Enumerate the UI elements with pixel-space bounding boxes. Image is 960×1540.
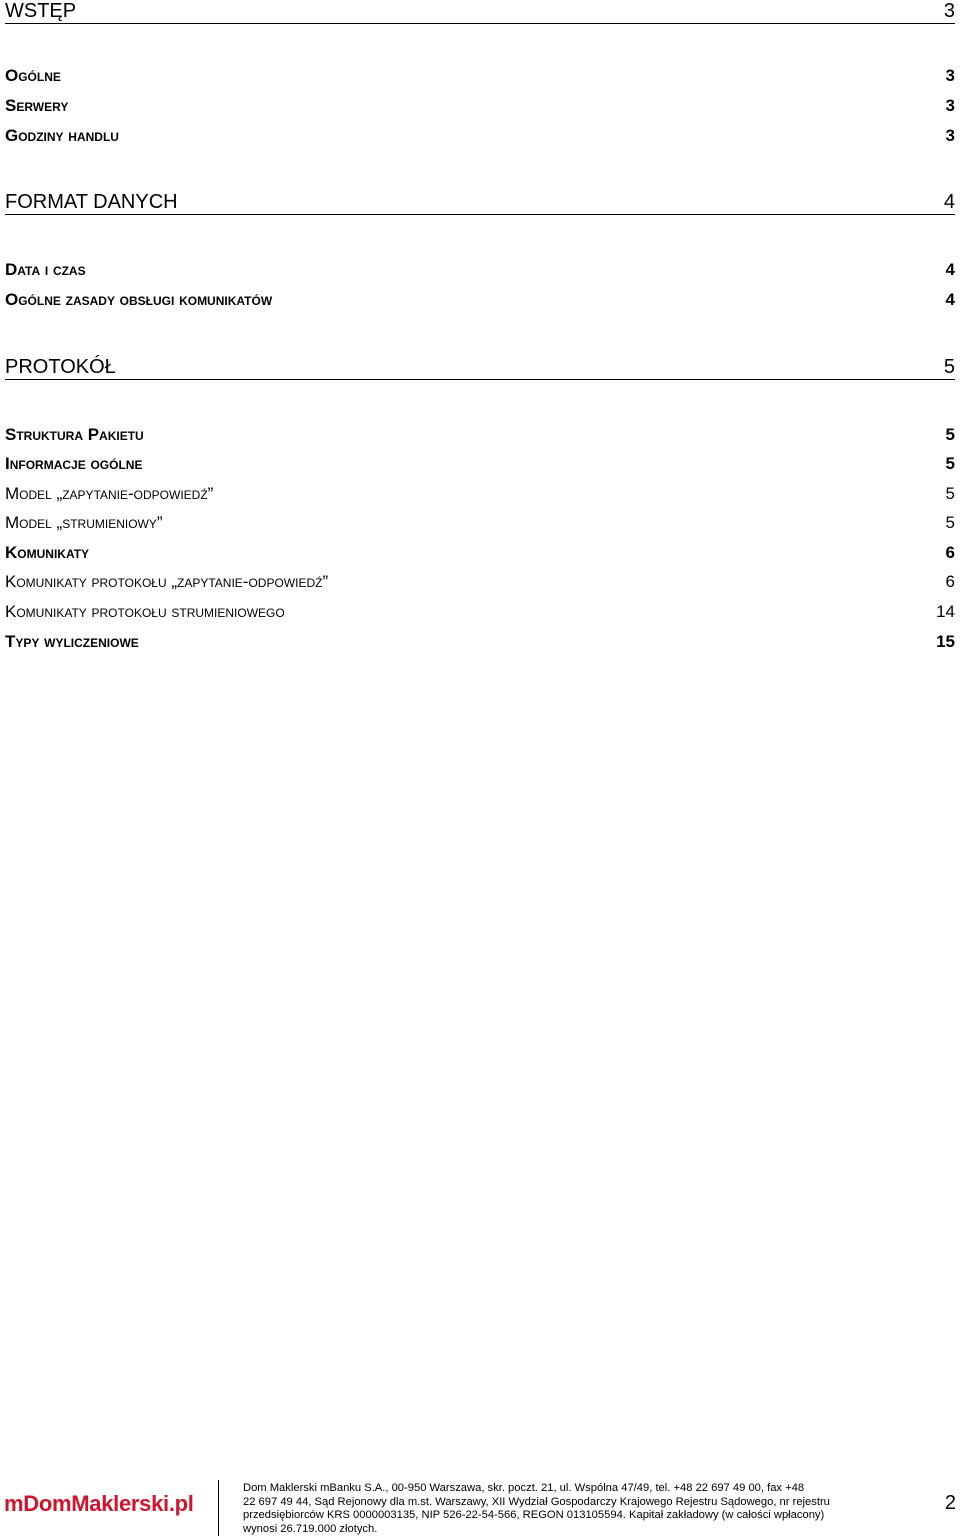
toc-entry[interactable] — [5, 602, 955, 622]
toc-entry-title: Struktura Pakietu — [5, 425, 144, 444]
toc-entry[interactable] — [5, 513, 955, 533]
page-number: 2 — [944, 1492, 956, 1514]
toc-entry-page: 5 — [945, 454, 955, 473]
toc-entry-title: Informacje ogólne — [5, 454, 143, 473]
toc-entry-title: Model „zapytanie-odpowiedź” — [5, 484, 214, 503]
company-info-line: Dom Maklerski mBanku S.A., 00-950 Warszawa, skr. poczt. 21, ul. Wspólna 47/49, tel. +48 22 697 49 00, fax +48 — [243, 1482, 805, 1494]
toc-entry-title: Komunikaty protokołu strumieniowego — [5, 602, 285, 621]
toc-entry-title: Serwery — [5, 96, 69, 115]
toc-entry-title: FORMAT DANYCH — [5, 191, 178, 213]
toc-entry[interactable] — [5, 632, 955, 652]
toc-entry-title: WSTĘP — [5, 0, 77, 22]
toc-entry-page: 6 — [945, 543, 955, 562]
toc-entry-title: Data i czas — [5, 260, 86, 279]
toc-entry-page: 5 — [945, 425, 955, 444]
toc-entry-page: 4 — [945, 290, 955, 309]
toc-entry-page: 3 — [943, 0, 955, 22]
toc-entry-page: 4 — [943, 191, 955, 213]
toc-entry[interactable] — [5, 572, 955, 592]
toc-entry-page: 3 — [945, 96, 955, 115]
toc-entry[interactable] — [5, 484, 955, 504]
company-info-line: wynosi 26.719.000 złotych. — [243, 1523, 378, 1536]
toc-entry-title: Komunikaty — [5, 543, 90, 562]
toc-entry-title: Typy wyliczeniowe — [5, 632, 139, 651]
toc-entry-title: PROTOKÓŁ — [5, 356, 116, 378]
company-info-line: przedsiębiorców KRS 0000003135, NIP 526-22-54-566, REGON 013105594. Kapitał zakładowy (w całości wpłacony) — [243, 1509, 825, 1522]
toc-entry-page: 4 — [945, 260, 955, 279]
toc-entry[interactable] — [5, 260, 955, 280]
brand-logo: mDomMaklerski.pl — [4, 1491, 194, 1516]
company-info — [243, 1482, 883, 1537]
toc-entry[interactable] — [5, 0, 955, 24]
toc-entry-page: 5 — [945, 484, 955, 503]
toc-entry[interactable] — [5, 96, 955, 116]
toc-entry[interactable] — [5, 454, 955, 474]
toc-entry-title: Model „strumieniowy” — [5, 513, 163, 532]
page-footer — [0, 1470, 960, 1540]
footer-divider — [218, 1480, 219, 1536]
toc-entry-title: Godziny handlu — [5, 126, 119, 145]
toc-entry-page: 15 — [936, 632, 955, 651]
toc-entry-title: Ogólne — [5, 66, 61, 85]
toc-entry[interactable] — [5, 126, 955, 146]
toc-entry-page: 5 — [943, 356, 955, 378]
toc-entry-page: 3 — [945, 126, 955, 145]
toc-entry-title: Komunikaty protokołu „zapytanie-odpowiedź” — [5, 572, 329, 591]
toc-entry-page: 6 — [945, 572, 955, 591]
toc-entry[interactable] — [5, 425, 955, 445]
toc-entry-page: 5 — [945, 513, 955, 532]
toc-entry[interactable] — [5, 356, 955, 380]
toc-entry[interactable] — [5, 543, 955, 563]
toc-entry-page: 3 — [945, 66, 955, 85]
company-info-line: 22 697 49 44, Sąd Rejonowy dla m.st. Warszawy, XII Wydział Gospodarczy Krajowego Rejestru Sądowego, nr rejestru — [243, 1495, 830, 1508]
toc-entry[interactable] — [5, 66, 955, 86]
toc-entry[interactable] — [5, 191, 955, 215]
toc-entry-page: 14 — [936, 602, 955, 621]
toc-entry[interactable] — [5, 290, 955, 310]
toc-entry-title: Ogólne zasady obsługi komunikatów — [5, 290, 273, 309]
